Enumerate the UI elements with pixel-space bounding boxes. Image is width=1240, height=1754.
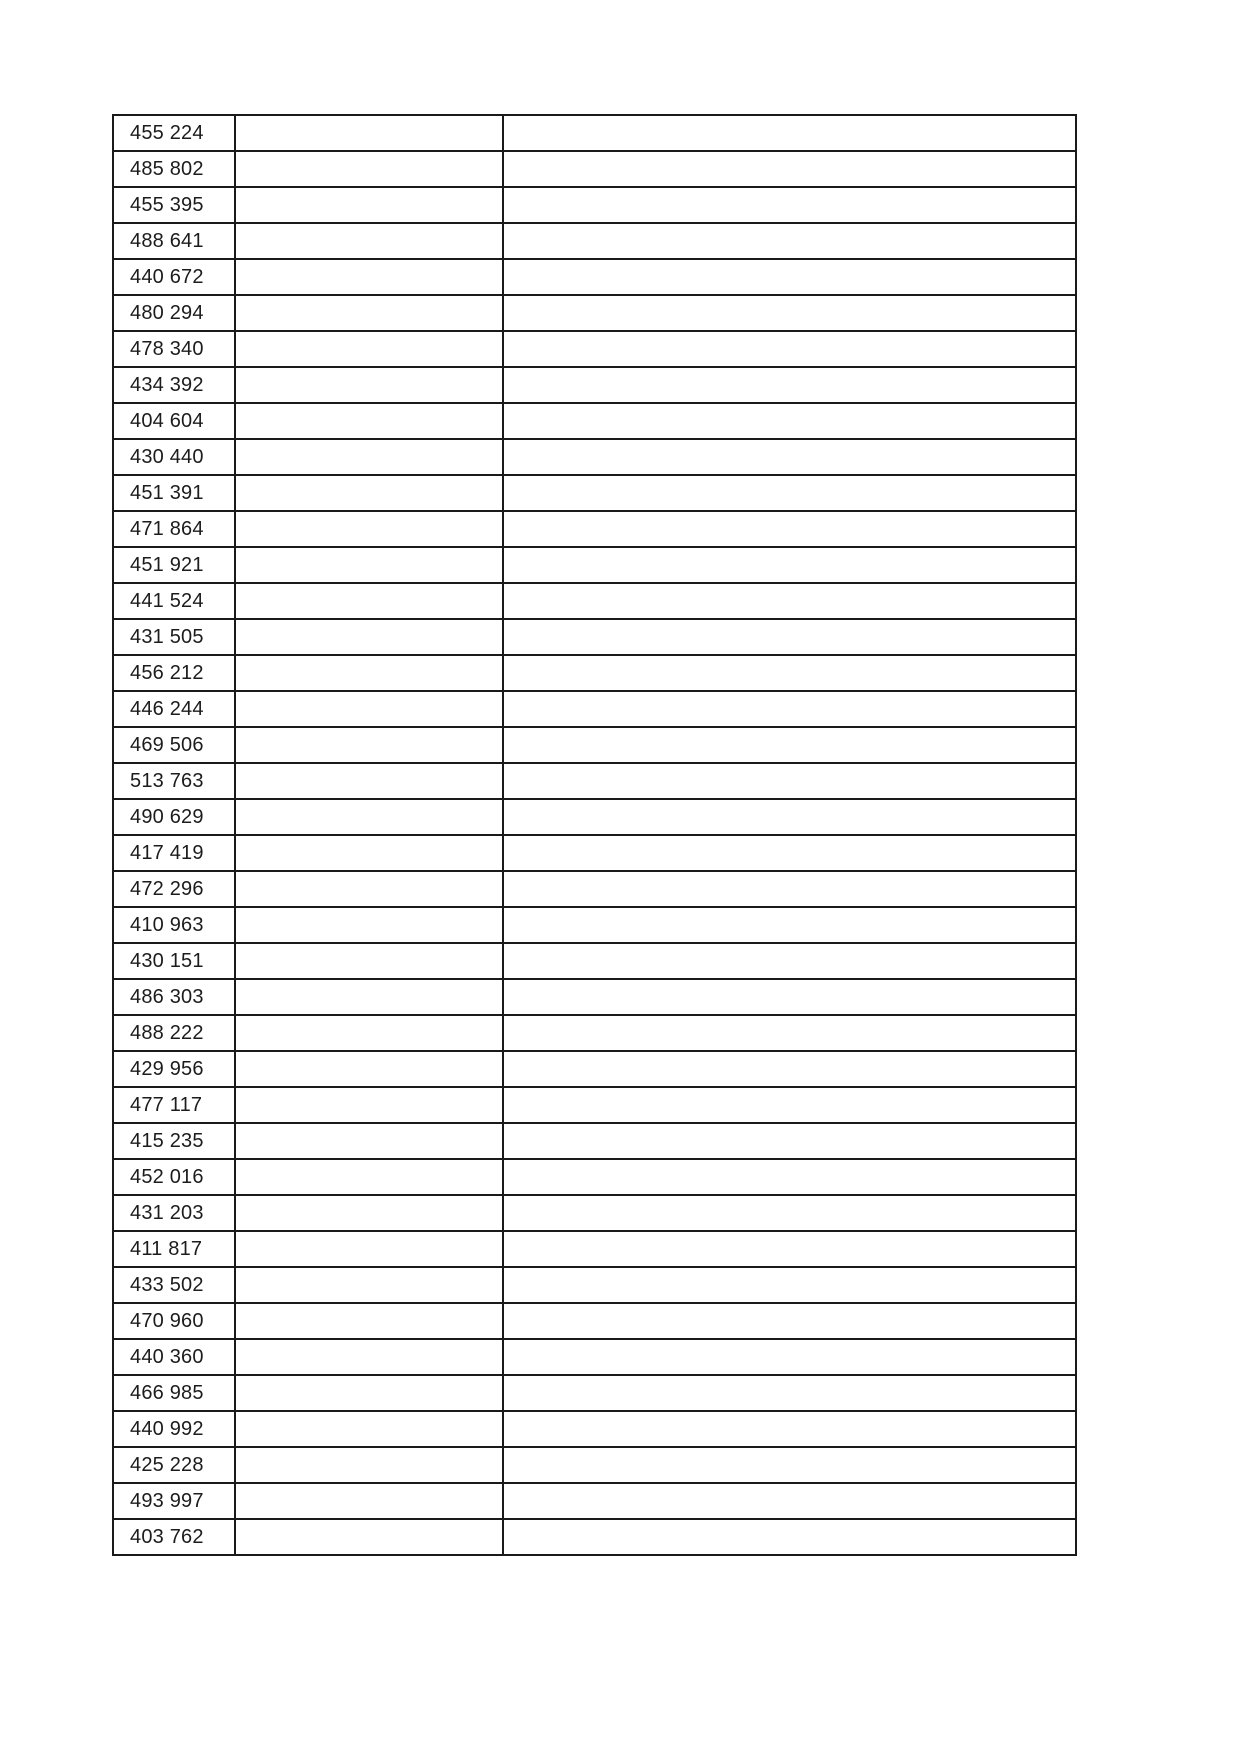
number-cell: 513 763 — [113, 763, 235, 799]
third-column-cell — [503, 1159, 1076, 1195]
number-cell: 452 016 — [113, 1159, 235, 1195]
third-column-cell — [503, 691, 1076, 727]
number-cell: 446 244 — [113, 691, 235, 727]
third-column-cell — [503, 835, 1076, 871]
number-cell: 441 524 — [113, 583, 235, 619]
number-cell: 478 340 — [113, 331, 235, 367]
table-row — [113, 1519, 1076, 1555]
second-column-cell — [235, 1411, 503, 1447]
second-column-cell — [235, 1267, 503, 1303]
second-column-cell — [235, 691, 503, 727]
table-row — [113, 1051, 1076, 1087]
number-cell: 493 997 — [113, 1483, 235, 1519]
table-row — [113, 1483, 1076, 1519]
number-cell: 466 985 — [113, 1375, 235, 1411]
third-column-cell — [503, 295, 1076, 331]
second-column-cell — [235, 799, 503, 835]
third-column-cell — [503, 187, 1076, 223]
number-cell: 488 641 — [113, 223, 235, 259]
second-column-cell — [235, 439, 503, 475]
number-cell: 469 506 — [113, 727, 235, 763]
third-column-cell — [503, 1087, 1076, 1123]
second-column-cell — [235, 1015, 503, 1051]
number-cell: 429 956 — [113, 1051, 235, 1087]
second-column-cell — [235, 835, 503, 871]
second-column-cell — [235, 547, 503, 583]
second-column-cell — [235, 511, 503, 547]
table-row — [113, 511, 1076, 547]
number-cell: 451 391 — [113, 475, 235, 511]
second-column-cell — [235, 1051, 503, 1087]
number-cell: 425 228 — [113, 1447, 235, 1483]
third-column-cell — [503, 475, 1076, 511]
second-column-cell — [235, 583, 503, 619]
table-row — [113, 1375, 1076, 1411]
table-row — [113, 1411, 1076, 1447]
number-cell: 472 296 — [113, 871, 235, 907]
third-column-cell — [503, 1375, 1076, 1411]
third-column-cell — [503, 403, 1076, 439]
third-column-cell — [503, 331, 1076, 367]
third-column-cell — [503, 583, 1076, 619]
second-column-cell — [235, 979, 503, 1015]
number-cell: 433 502 — [113, 1267, 235, 1303]
number-cell: 485 802 — [113, 151, 235, 187]
table-row — [113, 223, 1076, 259]
document-page — [112, 114, 1077, 1556]
second-column-cell — [235, 1231, 503, 1267]
data-table — [112, 114, 1077, 1556]
number-cell: 490 629 — [113, 799, 235, 835]
table-row — [113, 1267, 1076, 1303]
second-column-cell — [235, 115, 503, 151]
table-row — [113, 187, 1076, 223]
number-cell: 431 203 — [113, 1195, 235, 1231]
third-column-cell — [503, 1015, 1076, 1051]
number-cell: 411 817 — [113, 1231, 235, 1267]
number-cell: 430 151 — [113, 943, 235, 979]
third-column-cell — [503, 259, 1076, 295]
table-row — [113, 1195, 1076, 1231]
third-column-cell — [503, 367, 1076, 403]
second-column-cell — [235, 331, 503, 367]
table-row — [113, 979, 1076, 1015]
table-row — [113, 763, 1076, 799]
third-column-cell — [503, 979, 1076, 1015]
table-row — [113, 727, 1076, 763]
number-cell: 477 117 — [113, 1087, 235, 1123]
third-column-cell — [503, 1231, 1076, 1267]
third-column-cell — [503, 223, 1076, 259]
number-cell: 440 360 — [113, 1339, 235, 1375]
table-row — [113, 547, 1076, 583]
table-row — [113, 1087, 1076, 1123]
number-cell: 486 303 — [113, 979, 235, 1015]
second-column-cell — [235, 1483, 503, 1519]
table-row — [113, 439, 1076, 475]
third-column-cell — [503, 1051, 1076, 1087]
second-column-cell — [235, 223, 503, 259]
second-column-cell — [235, 259, 503, 295]
third-column-cell — [503, 511, 1076, 547]
table-row — [113, 1231, 1076, 1267]
third-column-cell — [503, 1483, 1076, 1519]
second-column-cell — [235, 1123, 503, 1159]
table-row — [113, 1447, 1076, 1483]
second-column-cell — [235, 295, 503, 331]
number-cell: 455 395 — [113, 187, 235, 223]
table-row — [113, 295, 1076, 331]
table-row — [113, 151, 1076, 187]
third-column-cell — [503, 1519, 1076, 1555]
number-cell: 434 392 — [113, 367, 235, 403]
third-column-cell — [503, 907, 1076, 943]
table-row — [113, 691, 1076, 727]
number-cell: 488 222 — [113, 1015, 235, 1051]
number-cell: 455 224 — [113, 115, 235, 151]
second-column-cell — [235, 1447, 503, 1483]
second-column-cell — [235, 1303, 503, 1339]
third-column-cell — [503, 115, 1076, 151]
second-column-cell — [235, 187, 503, 223]
table-row — [113, 619, 1076, 655]
second-column-cell — [235, 1159, 503, 1195]
table-row — [113, 799, 1076, 835]
third-column-cell — [503, 439, 1076, 475]
table-row — [113, 1123, 1076, 1159]
table-row — [113, 1303, 1076, 1339]
third-column-cell — [503, 1303, 1076, 1339]
second-column-cell — [235, 367, 503, 403]
second-column-cell — [235, 871, 503, 907]
third-column-cell — [503, 1195, 1076, 1231]
number-cell: 431 505 — [113, 619, 235, 655]
second-column-cell — [235, 475, 503, 511]
table-row — [113, 943, 1076, 979]
second-column-cell — [235, 1195, 503, 1231]
table-row — [113, 403, 1076, 439]
number-cell: 415 235 — [113, 1123, 235, 1159]
third-column-cell — [503, 763, 1076, 799]
table-row — [113, 367, 1076, 403]
second-column-cell — [235, 943, 503, 979]
third-column-cell — [503, 1339, 1076, 1375]
second-column-cell — [235, 1519, 503, 1555]
second-column-cell — [235, 151, 503, 187]
second-column-cell — [235, 619, 503, 655]
number-cell: 480 294 — [113, 295, 235, 331]
table-row — [113, 907, 1076, 943]
third-column-cell — [503, 871, 1076, 907]
second-column-cell — [235, 907, 503, 943]
number-cell: 471 864 — [113, 511, 235, 547]
table-row — [113, 259, 1076, 295]
number-cell: 430 440 — [113, 439, 235, 475]
table-body — [113, 115, 1076, 1555]
third-column-cell — [503, 619, 1076, 655]
third-column-cell — [503, 943, 1076, 979]
table-row — [113, 1159, 1076, 1195]
number-cell: 440 992 — [113, 1411, 235, 1447]
third-column-cell — [503, 1411, 1076, 1447]
number-cell: 403 762 — [113, 1519, 235, 1555]
number-cell: 404 604 — [113, 403, 235, 439]
third-column-cell — [503, 1267, 1076, 1303]
number-cell: 410 963 — [113, 907, 235, 943]
second-column-cell — [235, 1087, 503, 1123]
number-cell: 456 212 — [113, 655, 235, 691]
table-row — [113, 871, 1076, 907]
table-row — [113, 475, 1076, 511]
third-column-cell — [503, 151, 1076, 187]
third-column-cell — [503, 1447, 1076, 1483]
table-row — [113, 115, 1076, 151]
second-column-cell — [235, 403, 503, 439]
third-column-cell — [503, 727, 1076, 763]
number-cell: 470 960 — [113, 1303, 235, 1339]
second-column-cell — [235, 763, 503, 799]
third-column-cell — [503, 1123, 1076, 1159]
third-column-cell — [503, 655, 1076, 691]
number-cell: 440 672 — [113, 259, 235, 295]
table-row — [113, 1339, 1076, 1375]
table-row — [113, 655, 1076, 691]
number-cell: 451 921 — [113, 547, 235, 583]
number-cell: 417 419 — [113, 835, 235, 871]
third-column-cell — [503, 799, 1076, 835]
table-row — [113, 835, 1076, 871]
table-row — [113, 583, 1076, 619]
table-row — [113, 331, 1076, 367]
second-column-cell — [235, 727, 503, 763]
second-column-cell — [235, 1339, 503, 1375]
third-column-cell — [503, 547, 1076, 583]
table-row — [113, 1015, 1076, 1051]
second-column-cell — [235, 1375, 503, 1411]
second-column-cell — [235, 655, 503, 691]
